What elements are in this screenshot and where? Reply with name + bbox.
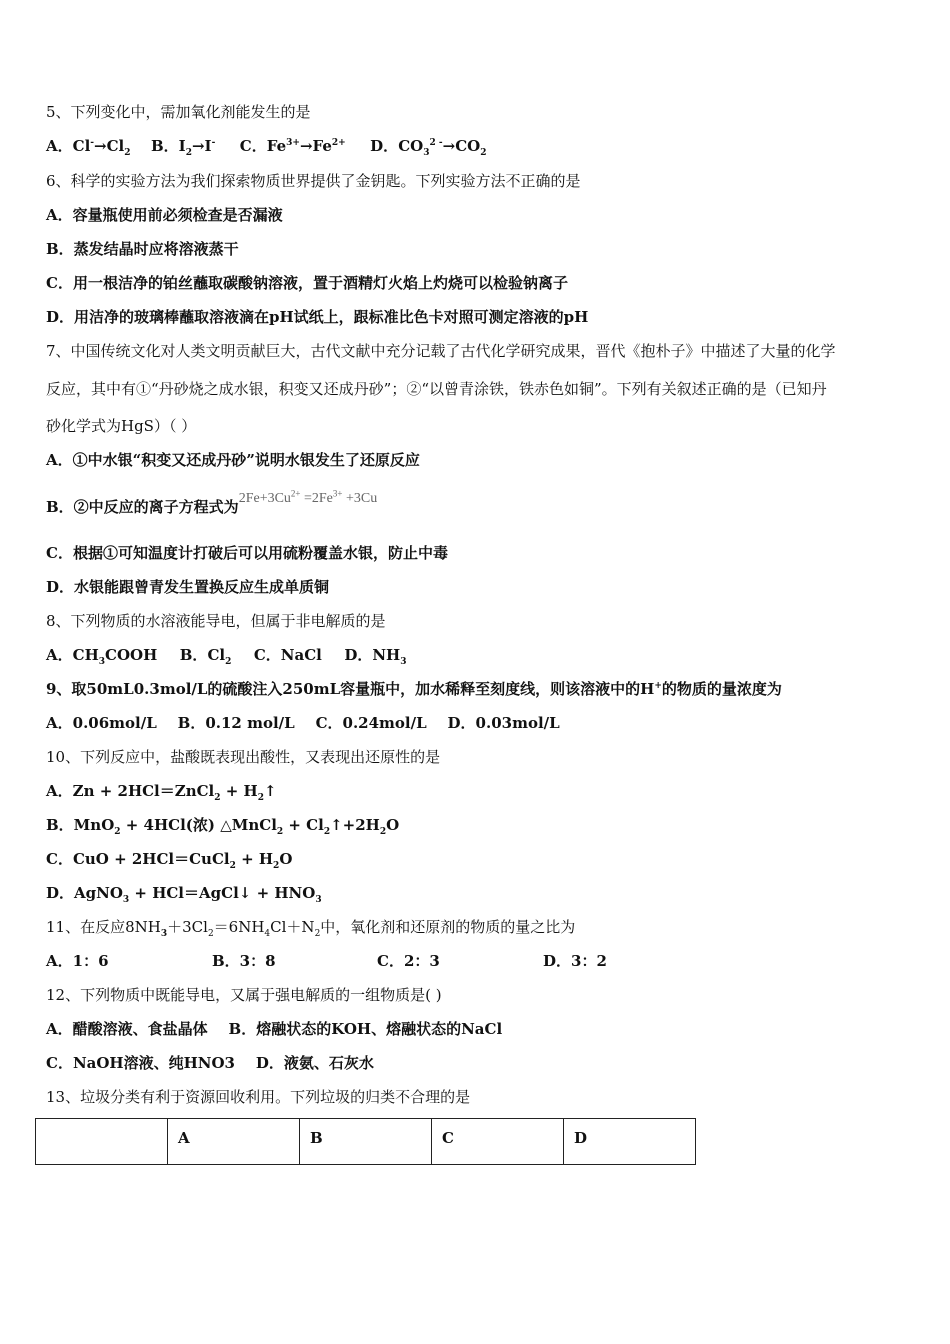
q8-options: A．$CH_3COOH$ B．$Cl_2$ C．NaCl D．$NH_3$ — [46, 646, 407, 667]
q5-options: A．$Cl^-\to Cl_2$ B．$I_2\to I^-$ C．$Fe^{3+}\to Fe^{2+}$ D．$CO_3^{2 -}\to CO_2$ — [46, 137, 487, 158]
q6-stem: 6、科学的实验方法为我们探索物质世界提供了金钥匙。下列实验方法不正确的是 — [46, 172, 581, 190]
q11-stem: 11、在反应$8NH_3+3Cl_2=6NH_4Cl+N_2$中，氧化剂和还原剂的物质的量之比为 — [46, 918, 576, 939]
q10-option-a: A．Zn + 2HCl＝ZnCl$_2$ + $H_2↑$ — [46, 782, 277, 803]
q6-option-c: C．用一根洁净的铂丝蘸取碳酸钠溶液，置于酒精灯火焰上灼烧可以检验钠离子 — [46, 274, 568, 292]
q5-stem: 5、下列变化中，需加氧化剂能发生的是 — [46, 103, 311, 121]
q6-option-a: A．容量瓶使用前必须检查是否漏液 — [46, 206, 283, 224]
q12-stem: 12、下列物质中既能导电，又属于强电解质的一组物质是( ) — [46, 986, 442, 1004]
table-cell: A — [168, 1119, 300, 1165]
q10-option-b: B．MnO$_2$ + 4HCl(浓) △MnCl$_2$ + $Cl_2↑+2H_2O$ — [46, 816, 400, 837]
q7-option-b: B．②中反应的离子方程式为$2Fe+3Cu^{2+} =2Fe^{3+} +3Cu$ — [46, 488, 378, 516]
table-cell: B — [300, 1119, 432, 1165]
q10-option-d: D．AgNO$_3$ + HCl＝AgCl↓ + $HNO_3$ — [46, 884, 322, 905]
q13-stem: 13、垃圾分类有利于资源回收利用。下列垃圾的归类不合理的是 — [46, 1088, 471, 1106]
q9-stem: 9、取50mL0.3mol/L的硫酸注入250mL容量瓶中，加水稀释至刻度线，则该溶液中的H+的物质的量浓度为 — [46, 680, 782, 698]
table-cell: C — [432, 1119, 564, 1165]
q9-options: A．0.06mol/L B．0.12 mol/L C．0.24mol/L D．0.03mol/L — [46, 714, 560, 732]
q7-stem-2: 反应，其中有①“丹砂烧之成水银，积变又还成丹砂”；②“以曾青涂铁，铁赤色如铜”。下列有关叙述正确的是（已知丹 — [46, 380, 827, 398]
q7-option-d: D．水银能跟曾青发生置换反应生成单质铜 — [46, 578, 330, 596]
q6-option-d: D．用洁净的玻璃棒蘸取溶液滴在pH试纸上，跟标准比色卡对照可测定溶液的pH — [46, 308, 589, 326]
q12-options-cd: C．NaOH溶液、纯HNO3 D．液氨、石灰水 — [46, 1054, 374, 1072]
q6-option-b: B．蒸发结晶时应将溶液蒸干 — [46, 240, 239, 258]
q7-option-a: A．①中水银“积变又还成丹砂”说明水银发生了还原反应 — [46, 451, 420, 469]
q12-options-ab: A．醋酸溶液、食盐晶体 B．熔融状态的KOH、熔融状态的NaCl — [46, 1020, 503, 1038]
q10-option-c: C．CuO + 2HCl＝CuCl$_2$ + $H_2O$ — [46, 850, 293, 871]
q7-option-c: C．根据①可知温度计打破后可以用硫粉覆盖水银，防止中毒 — [46, 544, 448, 562]
table-row — [36, 1119, 696, 1165]
q8-stem: 8、下列物质的水溶液能导电，但属于非电解质的是 — [46, 612, 386, 630]
q7-stem-3: 砂化学式为HgS）（ ） — [46, 417, 197, 435]
q7-stem-1: 7、中国传统文化对人类文明贡献巨大，古代文献中充分记载了古代化学研究成果，晋代《抱朴子》中描述了大量的化学 — [46, 342, 836, 360]
table-cell — [36, 1119, 168, 1165]
table-cell: D — [564, 1119, 696, 1165]
q10-stem: 10、下列反应中，盐酸既表现出酸性，又表现出还原性的是 — [46, 748, 441, 766]
q7-ionic-equation: $2Fe+3Cu^{2+} =2Fe^{3+} +3Cu$ — [238, 488, 378, 506]
q13-options-table — [35, 1118, 696, 1165]
